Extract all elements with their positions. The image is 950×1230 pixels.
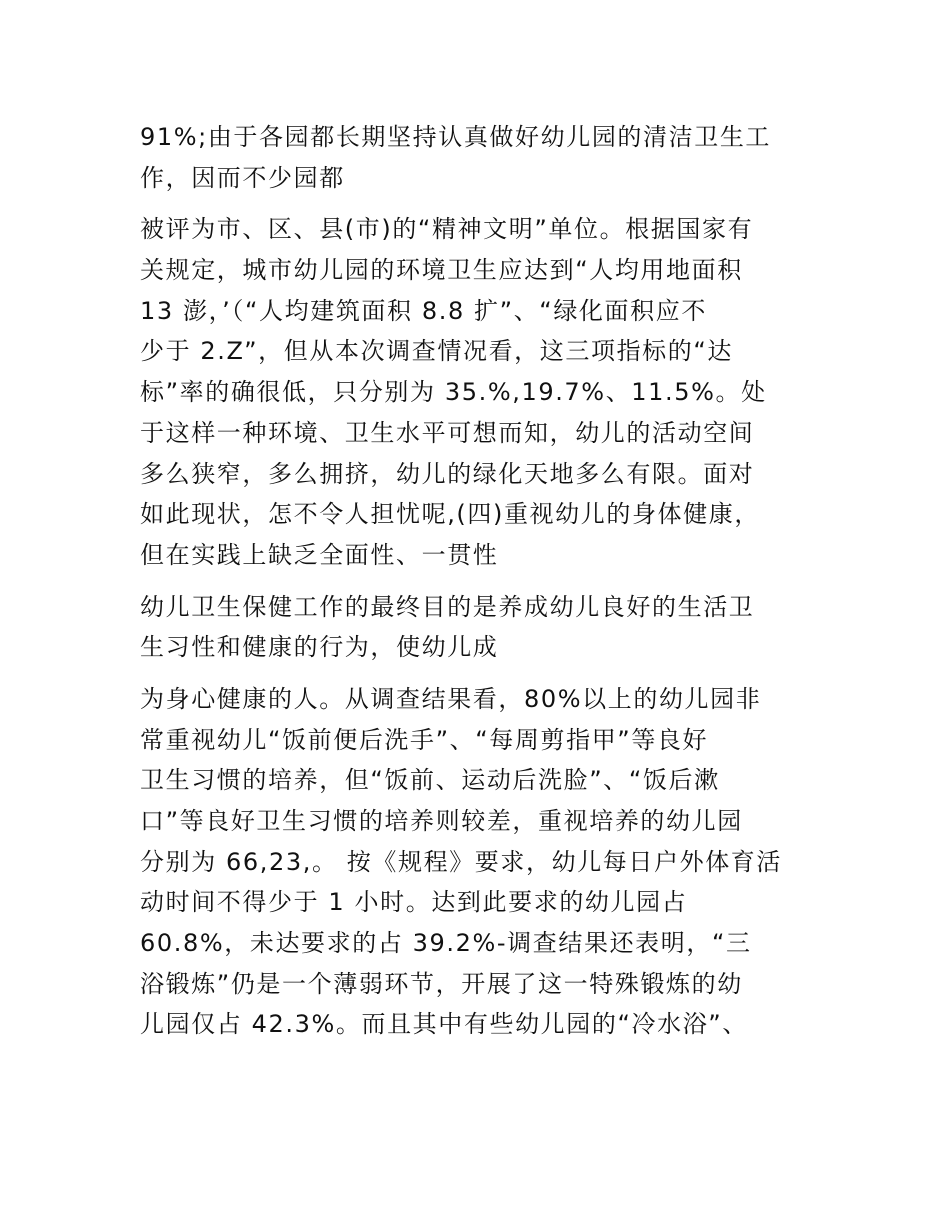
text-line: 但在实践上缺乏全面性、一贯性	[140, 540, 499, 569]
paragraph-2	[140, 209, 815, 575]
text-line: 幼儿卫生保健工作的最终目的是养成幼儿良好的生活卫	[140, 592, 755, 621]
text-line: 13 澎，’（“人均建筑面积 8.8 扩”、“绿化面积应不	[140, 296, 707, 325]
paragraph-4	[140, 679, 815, 1045]
text-line: 口”等良好卫生习惯的培养则较差，重视培养的幼儿园	[140, 807, 743, 835]
text-line: 浴锻炼”仍是一个薄弱环节，开展了这一特殊锻炼的幼	[140, 969, 743, 998]
text-line: 动时间不得少于 1 小时。达到此要求的幼儿园占	[140, 888, 688, 917]
text-line: 如此现状，怎不令人担忧呢,(四)重视幼儿的身体健康，	[140, 500, 760, 529]
text-line: 生习性和健康的行为，使幼儿成	[140, 633, 499, 662]
text-line: 作，因而不少园都	[140, 163, 345, 192]
text-line: 标”率的确很低，只分别为 35.%,19.7%、11.5%。处	[140, 378, 767, 407]
text-line: 儿园仅占 42.3%。而且其中有些幼儿园的“冷水浴”、	[140, 1010, 748, 1039]
text-line: 被评为市、区、县(市)的“精神文明”单位。根据国家有	[140, 215, 754, 244]
document-page	[140, 117, 815, 1056]
text-line: 为身心健康的人。从调查结果看，80%以上的幼儿园非	[140, 684, 762, 713]
text-line: 分别为 66,23,。 按《规程》要求，幼儿每日户外体育活	[140, 847, 782, 876]
text-line: 常重视幼儿“饭前便后洗手”、“每周剪指甲”等良好	[140, 725, 709, 754]
text-line: 少于 2.Z”，但从本次调查情况看，这三项指标的“达	[140, 337, 734, 366]
text-line: 60.8%，未达要求的占 39.2%-调查结果还表明，“三	[140, 929, 752, 958]
paragraph-1	[140, 117, 815, 198]
paragraph-3	[140, 587, 815, 668]
text-line: 91%;由于各园都长期坚持认真做好幼儿园的清洁卫生工	[140, 123, 772, 151]
text-line: 关规定，城市幼儿园的环境卫生应达到“人均用地面积	[140, 256, 743, 285]
text-line: 多么狭窄，多么拥挤，幼儿的绿化天地多么有限。面对	[140, 459, 755, 488]
text-line: 卫生习惯的培养，但“饭前、运动后洗脸”、“饭后漱	[140, 766, 720, 795]
text-line: 于这样一种环境、卫生水平可想而知，幼儿的活动空间	[140, 418, 755, 447]
